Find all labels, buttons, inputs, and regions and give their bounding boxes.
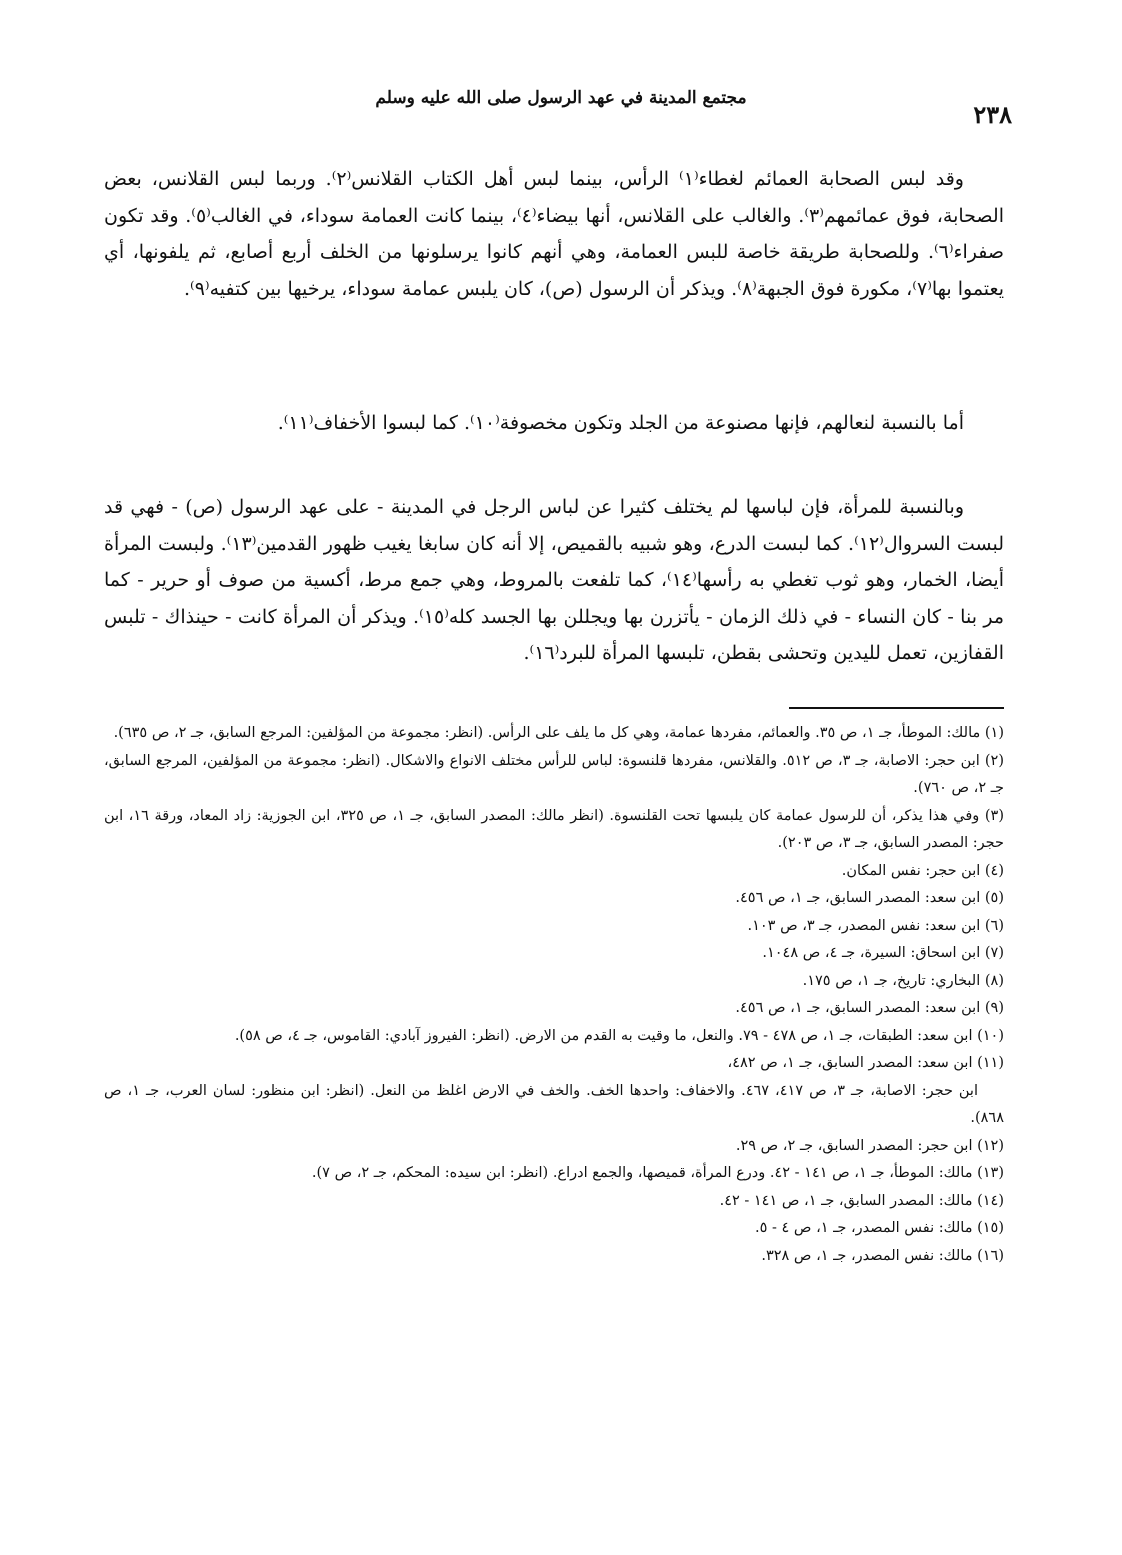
footnote-2: (٢) ابن حجر: الاصابة، جـ ٣، ص ٥١٢. والقلانس، مفردها قلنسوة: لباس للرأس مختلف الانواع والاشكال. (انظر: مجموعة من المؤلفين، المرجع السابق، جـ ٢، ص ٧٦٠). [104,752,1004,796]
footnote-7: (٧) ابن اسحاق: السيرة، جـ ٤، ص ١٠٤٨. [762,945,1004,961]
footnote-1: (١) مالك: الموطأ، جـ ١، ص ٣٥. والعمائم، مفردها عمامة، وهي كل ما يلف على الرأس. (انظر: مجموعة من المؤلفين: المرجع السابق، جـ ٢، ص ٦٣٥). [113,725,1004,741]
footnote-13: (١٣) مالك: الموطأ، جـ ١، ص ١٤١ - ٤٢. ودرع المرأة، قميصها، والجمع ادراع. (انظر: ابن سيده: المحكم، جـ ٢، ص ٧). [311,1165,1004,1181]
footnote-14: (١٤) مالك: المصدر السابق، جـ ١، ص ١٤١ - ٤٢. [719,1192,1004,1209]
footnote-11: (١١) ابن سعد: المصدر السابق، جـ ١، ص ٤٨٢، [727,1055,1004,1071]
footnotes-section [104,720,1004,1270]
footnote-5: (٥) ابن سعد: المصدر السابق، جـ ١، ص ٤٥٦. [735,890,1004,906]
footnote-15: (١٥) مالك: نفس المصدر، جـ ١، ص ٤ - ٥. [755,1220,1004,1236]
footnote-9: (٩) ابن سعد: المصدر السابق، جـ ١، ص ٤٥٦. [735,1000,1004,1016]
footnote-8: (٨) البخاري: تاريخ، جـ ١، ص ١٧٥. [802,972,1004,989]
footnote-divider [789,707,1004,709]
footnote-6: (٦) ابن سعد: نفس المصدر، جـ ٣، ص ١٠٣. [747,917,1004,934]
paragraph-turbans: وقد لبس الصحابة العمائم لغطاء⁽١⁾ الرأس، بينما لبس أهل الكتاب القلانس⁽٢⁾. وربما لبس القلانس، بعض الصحابة، فوق عمائمهم⁽٣⁾. والغالب على القلانس، أنها بيضاء⁽٤⁾، بينما كانت العمامة سوداء، في الغالب⁽٥⁾. وقد تكون صفراء⁽٦⁾. وللصحابة طريقة خاصة للبس العمامة، وهي أنهم كانوا يرسلونها من الخلف أربع أصابع، ثم يلفونها، أي يعتموا بها⁽٧⁾، مكورة فوق الجبهة⁽٨⁾. ويذكر أن الرسول (ص)، كان يلبس عمامة سوداء، يرخيها بين كتفيه⁽٩⁾. [104,168,1004,300]
running-title: مجتمع المدينة في عهد الرسول صلى الله عليه وسلم [375,88,747,108]
paragraph-women-clothing: وبالنسبة للمرأة، فإن لباسها لم يختلف كثيرا عن لباس الرجل في المدينة - على عهد الرسول (ص) - فهي قد لبست السروال⁽١٢⁾. كما لبست الدرع، وهو شبيه بالقميص، إلا أنه كان سابغا يغيب ظهور القدمين⁽١٣⁾. ولبست المرأة أيضا، الخمار، وهو ثوب تغطي به رأسها⁽١٤⁾، كما تلفعت بالمروط، وهي جمع مرط، أكسية من صوف أو حرير - كما مر بنا - كان النساء - في ذلك الزمان - يأتزرن بها ويجللن بها الجسد كله⁽١٥⁾. ويذكر أن المرأة كانت - حينذاك - تلبس القفازين، تعمل لليدين وتحشى بقطن، تلبسها المرأة للبرد⁽١٦⁾. [104,496,1004,664]
footnote-11-continued: ابن حجر: الاصابة، جـ ٣، ص ٤١٧، ٤٦٧. والاخفاف: واحدها الخف. والخف في الارض اغلظ من النعل. (انظر: ابن منظور: لسان العرب، جـ ١، ص ٨٦٨). [104,1082,1004,1126]
footnote-12: (١٢) ابن حجر: المصدر السابق، جـ ٢، ص ٢٩. [735,1137,1004,1154]
footnote-16: (١٦) مالك: نفس المصدر، جـ ١، ص ٣٢٨. [761,1247,1004,1264]
paragraph-sandals: أما بالنسبة لنعالهم، فإنها مصنوعة من الجلد وتكون مخصوفة⁽١٠⁾. كما لبسوا الأخفاف⁽١١⁾. [277,412,964,434]
page-number: ٢٣٨ [973,100,1012,129]
footnote-10: (١٠) ابن سعد: الطبقات، جـ ١، ص ٤٧٨ - ٧٩. والنعل، ما وقيت به القدم من الارض. (انظر: الفيروز آبادي: القاموس، جـ ٤، ص ٥٨). [234,1027,1004,1044]
footnote-4: (٤) ابن حجر: نفس المكان. [841,862,1004,879]
footnote-3: (٣) وفي هذا يذكر، أن للرسول عمامة كان يلبسها تحت القلنسوة. (انظر مالك: المصدر السابق، جـ ١، ص ٣٢٥، ابن الجوزية: زاد المعاد، ورقة ١٦، ابن حجر: المصدر السابق، جـ ٣، ص ٢٠٣). [104,807,1004,851]
